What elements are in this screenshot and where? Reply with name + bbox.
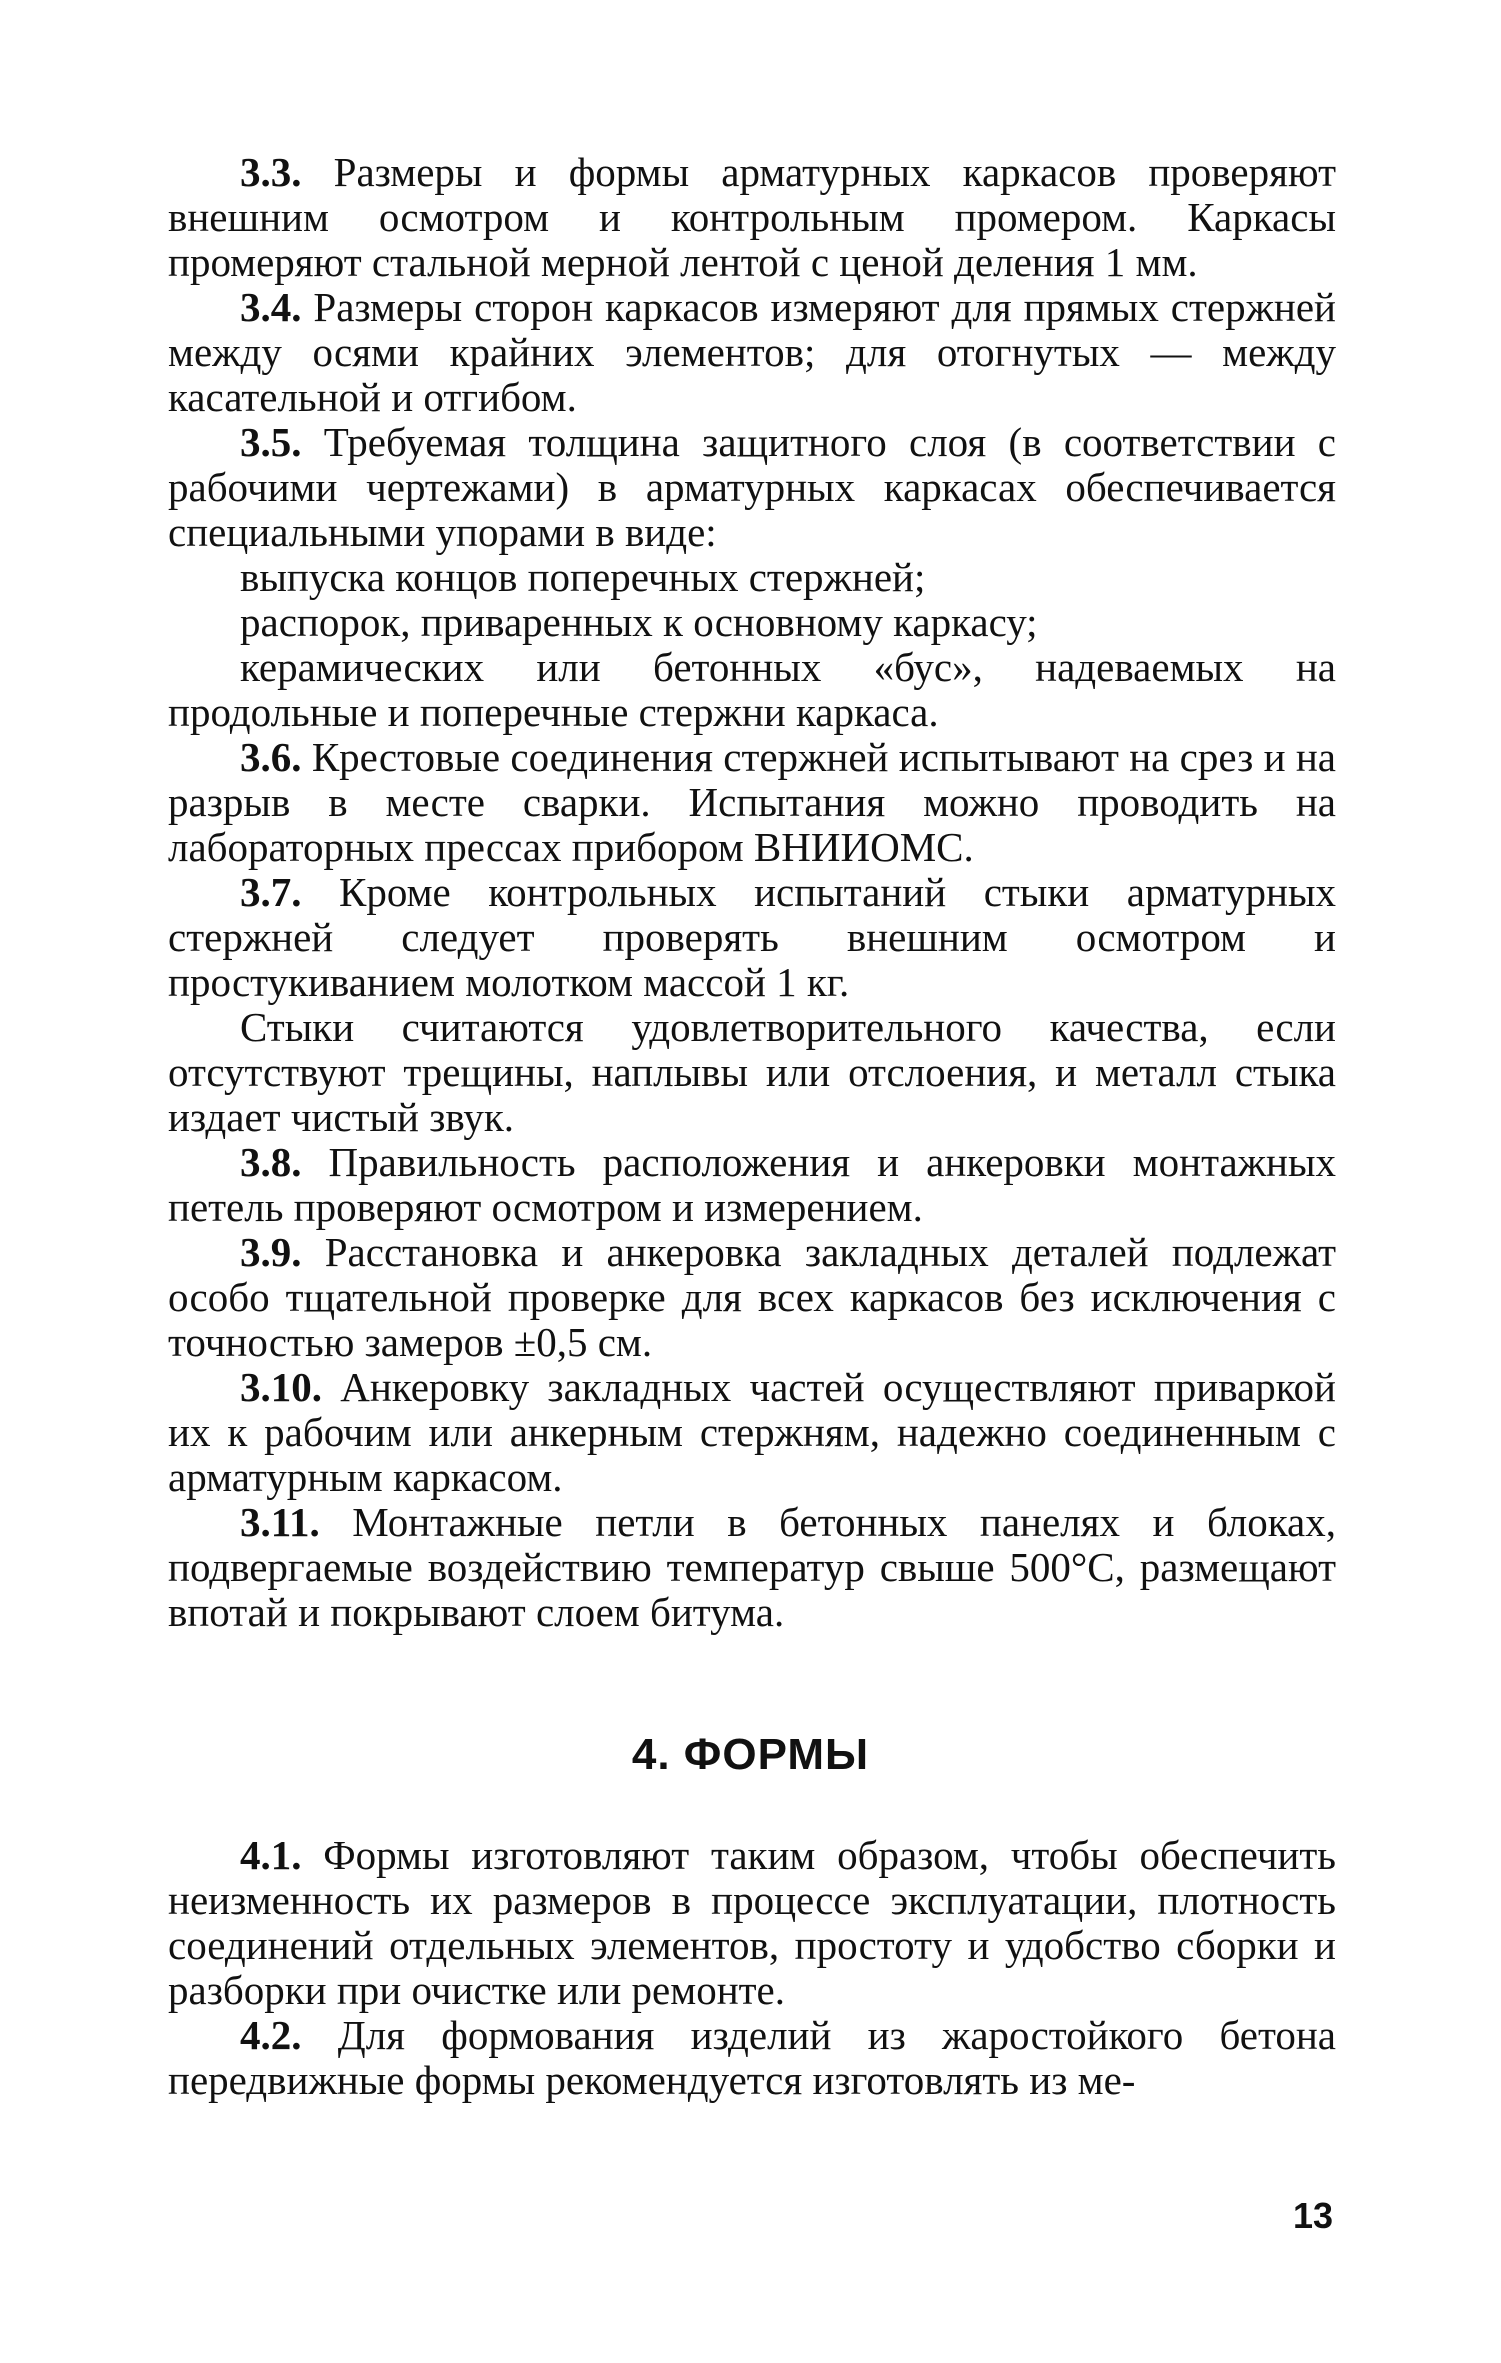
section-4-body <box>168 1833 1336 2103</box>
clause-number: 3.4. <box>240 284 302 330</box>
paragraph-3-5 <box>168 420 1336 555</box>
paragraph-4-2 <box>168 2013 1336 2103</box>
clause-number: 4.2. <box>240 2012 302 2058</box>
page-number: 13 <box>1292 2195 1333 2236</box>
paragraph-3-7 <box>168 870 1336 1005</box>
paragraph-3-11 <box>168 1500 1336 1635</box>
paragraph-3-7-continued: Стыки считаются удовлетворительного качества, если отсутствуют трещины, наплывы или отслоения, и металл стыка издает чистый звук. <box>168 1004 1336 1140</box>
clause-number: 3.8. <box>240 1139 302 1185</box>
clause-text: Формы изготовляют таким образом, чтобы обеспечить неизменность их размеров в процессе эксплуатации, плотность соединений отдельных элементов, простоту и удобство сборки и разборки при очистке или ремонте. <box>168 1832 1336 2013</box>
paragraph-3-8 <box>168 1140 1336 1230</box>
section-3-body <box>168 150 1336 1635</box>
clause-text: Для формования изделий из жаростойкого бетона передвижные формы рекомендуется изготовлять из ме- <box>168 2012 1336 2103</box>
clause-text: Расстановка и анкеровка закладных деталей подлежат особо тщательной проверке для всех каркасов без исключения с точностью замеров ±0,5 см. <box>168 1229 1336 1365</box>
clause-text: Анкеровку закладных частей осуществляют приваркой их к рабочим или анкерным стержням, надежно соединенным с арматурным каркасом. <box>168 1364 1336 1500</box>
list-item: выпуска концов поперечных стержней; <box>240 554 926 600</box>
clause-number: 3.6. <box>240 734 302 780</box>
clause-number: 3.7. <box>240 869 302 915</box>
clause-text: Требуемая толщина защитного слоя (в соответствии с рабочими чертежами) в арматурных каркасах обеспечивается специальными упорами в виде: <box>168 419 1336 555</box>
clause-number: 3.3. <box>240 149 302 195</box>
paragraph-3-9 <box>168 1230 1336 1365</box>
clause-number: 3.11. <box>240 1499 320 1545</box>
list-item: керамических или бетонных «бус», надеваемых на продольные и поперечные стержни каркаса. <box>168 644 1336 735</box>
paragraph-3-3 <box>168 150 1336 285</box>
clause-number: 3.9. <box>240 1229 302 1275</box>
clause-text: Правильность расположения и анкеровки монтажных петель проверяют осмотром и измерением. <box>168 1139 1336 1230</box>
clause-text: Монтажные петли в бетонных панелях и блоках, подвергаемые воздействию температур свыше 500°С, размещают впотай и покрывают слоем битума. <box>168 1499 1336 1635</box>
clause-text: Крестовые соединения стержней испытывают на срез и на разрыв в месте сварки. Испытания можно проводить на лабораторных прессах прибором ВНИИОМС. <box>168 734 1336 870</box>
list-item: распорок, приваренных к основному каркасу; <box>240 599 1038 645</box>
paragraph-3-6 <box>168 735 1336 870</box>
clause-text: Размеры и формы арматурных каркасов проверяют внешним осмотром и контрольным промером. Каркасы промеряют стальной мерной лентой с ценой деления 1 мм. <box>168 149 1336 285</box>
clause-text: Размеры сторон каркасов измеряют для прямых стержней между осями крайних элементов; для отогнутых — между касательной и отгибом. <box>168 284 1336 420</box>
section-4-heading: 4. ФОРМЫ <box>631 1730 870 1779</box>
clause-number: 4.1. <box>240 1832 302 1878</box>
clause-number: 3.10. <box>240 1364 322 1410</box>
paragraph-3-10 <box>168 1365 1336 1500</box>
paragraph-4-1 <box>168 1833 1336 2013</box>
paragraph-3-4 <box>168 285 1336 420</box>
clause-text: Кроме контрольных испытаний стыки арматурных стержней следует проверять внешним осмотром и простукиванием молотком массой 1 кг. <box>168 869 1336 1005</box>
clause-number: 3.5. <box>240 419 302 465</box>
